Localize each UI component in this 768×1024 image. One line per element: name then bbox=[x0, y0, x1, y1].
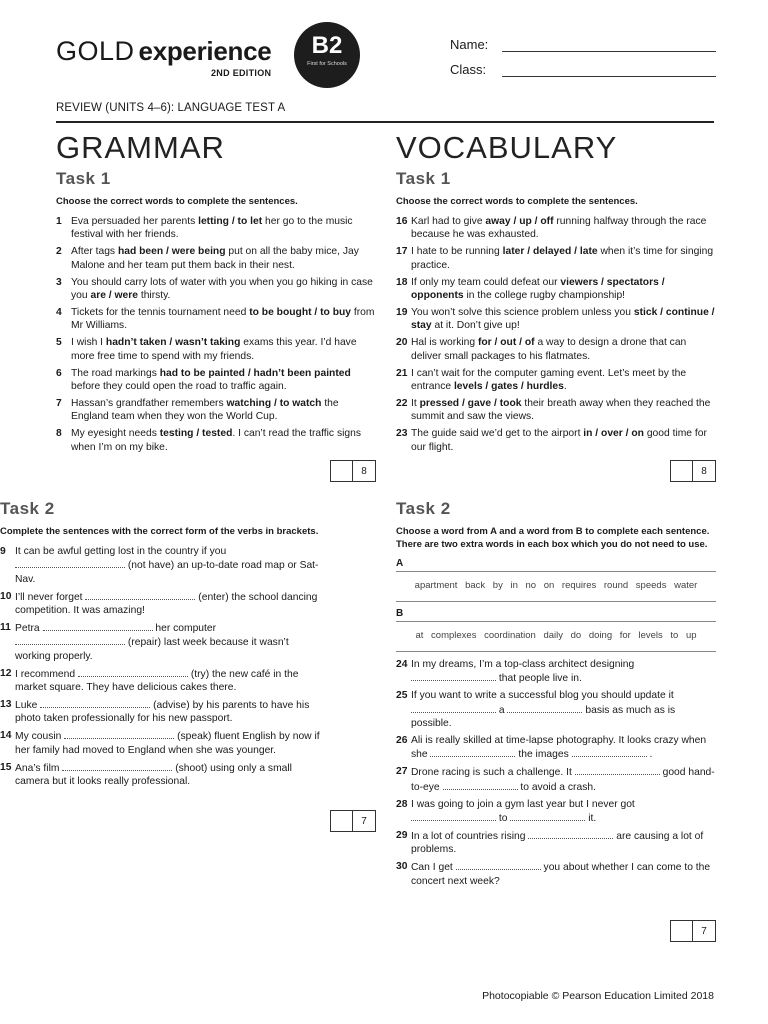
question-text bbox=[71, 336, 376, 363]
question-stem: If only my team could defeat our bbox=[411, 276, 561, 288]
question-item bbox=[56, 367, 376, 394]
class-label: Class: bbox=[450, 62, 487, 77]
question-item bbox=[396, 734, 716, 762]
question-stem: Petra bbox=[15, 623, 40, 635]
grammar-task1-title: Task 1 bbox=[56, 169, 111, 188]
question-stem: It bbox=[411, 397, 420, 409]
question-text bbox=[411, 215, 716, 242]
question-number: 27 bbox=[396, 766, 408, 778]
question-item bbox=[56, 306, 376, 333]
question-text bbox=[15, 729, 320, 757]
question-stem: Hal is working bbox=[411, 337, 478, 349]
question-item bbox=[0, 698, 320, 726]
question-ending: (try) the new café in the market square. They have delicious cakes there. bbox=[15, 668, 299, 694]
question-number: 19 bbox=[396, 306, 408, 318]
answer-blank[interactable] bbox=[64, 729, 174, 739]
answer-blank[interactable] bbox=[43, 621, 153, 631]
vocabulary-task2-instructions: Choose a word from A and a word from B to complete each sentence. There are two extra words in each box which you do not need to use. bbox=[396, 526, 710, 550]
question-middle: good hand-to-eye bbox=[411, 767, 715, 793]
answer-options[interactable]: viewers / spectators / opponents bbox=[411, 276, 665, 302]
answer-blank[interactable] bbox=[15, 635, 125, 645]
word-box-a: apartment back by in no on requires round speeds water bbox=[396, 571, 716, 602]
question-number: 17 bbox=[396, 246, 408, 258]
question-text bbox=[411, 367, 716, 394]
question-stem: You won’t solve this science problem unless you bbox=[411, 306, 634, 318]
question-item bbox=[56, 336, 376, 363]
answer-blank[interactable] bbox=[411, 811, 496, 821]
question-item bbox=[396, 427, 716, 454]
answer-blank[interactable] bbox=[456, 860, 541, 870]
question-middle: to bbox=[498, 813, 508, 825]
answer-options[interactable]: letting / to let bbox=[198, 216, 263, 227]
question-number: 4 bbox=[56, 306, 62, 318]
box-b-label: B bbox=[396, 608, 404, 619]
question-item bbox=[396, 829, 716, 857]
question-stem: I’ll never forget bbox=[15, 591, 83, 603]
question-number: 11 bbox=[0, 622, 11, 634]
question-ending: (repair) last week because it wasn’t working properly. bbox=[15, 637, 289, 662]
question-stem: In a lot of countries rising bbox=[411, 830, 526, 842]
grammar-title: GRAMMAR bbox=[56, 130, 225, 165]
question-stem: Drone racing is such a challenge. It bbox=[411, 767, 572, 779]
question-text bbox=[71, 245, 376, 272]
name-line[interactable] bbox=[502, 40, 716, 52]
question-text bbox=[15, 545, 320, 586]
question-text bbox=[71, 276, 376, 303]
question-ending: the England team when they won the World Cup. bbox=[71, 397, 339, 423]
question-item bbox=[396, 658, 716, 686]
question-item bbox=[396, 689, 716, 730]
question-stem: If you want to write a successful blog you should update it bbox=[411, 690, 674, 702]
question-text bbox=[411, 245, 716, 272]
question-number: 6 bbox=[56, 367, 62, 379]
answer-options[interactable]: away / up / off bbox=[485, 216, 554, 227]
question-text bbox=[71, 215, 376, 242]
question-stem: Ana’s film bbox=[15, 762, 60, 774]
question-number: 29 bbox=[396, 829, 408, 841]
question-text bbox=[15, 698, 320, 726]
question-ending: (shoot) using only a small camera but it looks really professional. bbox=[15, 762, 292, 788]
question-number: 5 bbox=[56, 337, 62, 349]
grammar-task2-list bbox=[0, 545, 320, 789]
grammar-task1-instructions: Choose the correct words to complete the sentences. bbox=[56, 196, 298, 207]
question-item bbox=[396, 306, 716, 333]
question-item bbox=[0, 545, 320, 586]
question-number: 21 bbox=[396, 367, 408, 379]
name-field[interactable] bbox=[450, 37, 716, 52]
question-number: 26 bbox=[396, 735, 408, 747]
answer-blank[interactable] bbox=[430, 747, 515, 757]
question-number: 15 bbox=[0, 761, 12, 773]
question-ending: when it’s time for singing practice. bbox=[411, 246, 714, 271]
question-text bbox=[411, 306, 716, 333]
question-stem: Karl had to give bbox=[411, 216, 486, 227]
question-item bbox=[396, 397, 716, 424]
class-field[interactable] bbox=[450, 62, 716, 77]
question-stem: Ali is really skilled at time-lapse photography. It looks crazy when she bbox=[411, 735, 707, 761]
question-stem: I was going to join a gym last year but I never got bbox=[411, 798, 635, 810]
answer-blank[interactable] bbox=[78, 667, 188, 677]
answer-blank[interactable] bbox=[507, 703, 582, 713]
answer-options[interactable]: testing / tested bbox=[159, 428, 233, 440]
question-ending: (advise) by his parents to have his photo taken professionally for his new passport. bbox=[15, 700, 310, 725]
answer-options[interactable]: later / delayed / late bbox=[502, 246, 598, 258]
question-ending: exams this year. I’d have more free time to spend with my friends. bbox=[71, 337, 357, 362]
brand-logo bbox=[56, 36, 272, 78]
question-ending: . I can’t read the traffic signs when I’m on my bike. bbox=[71, 428, 361, 453]
question-item bbox=[396, 798, 716, 826]
question-number: 20 bbox=[396, 337, 408, 349]
question-number: 9 bbox=[0, 546, 6, 557]
question-middle: the images bbox=[518, 749, 569, 761]
class-line[interactable] bbox=[502, 65, 716, 77]
question-ending: at it. Don’t give up! bbox=[431, 320, 520, 332]
question-text bbox=[411, 658, 716, 686]
grammar-task1-list bbox=[56, 215, 376, 454]
question-stem: It can be awful getting lost in the country if you bbox=[15, 546, 227, 557]
brand-gold: GOLD bbox=[56, 36, 135, 66]
question-number: 8 bbox=[56, 428, 62, 440]
question-ending: their breath away when they reached the summit and saw the views. bbox=[411, 397, 711, 423]
question-number: 7 bbox=[56, 397, 62, 409]
score-entry[interactable] bbox=[671, 921, 693, 941]
question-item bbox=[0, 621, 320, 663]
question-ending: in the college rugby championship! bbox=[463, 290, 626, 302]
answer-options[interactable]: hadn’t taken / wasn’t taking bbox=[105, 337, 241, 349]
question-stem: I hate to be running bbox=[411, 246, 503, 258]
question-ending: . bbox=[563, 380, 567, 392]
question-ending: her go to the music festival with her friends. bbox=[71, 216, 353, 241]
question-text bbox=[71, 367, 376, 394]
question-item bbox=[0, 590, 320, 618]
score-total: 7 bbox=[361, 815, 367, 827]
question-number: 2 bbox=[56, 246, 62, 258]
vocabulary-column bbox=[396, 130, 716, 458]
question-stem: I recommend bbox=[15, 668, 76, 680]
score-entry[interactable] bbox=[671, 461, 693, 481]
score-entry[interactable] bbox=[331, 461, 353, 481]
question-ending: are causing a lot of problems. bbox=[411, 830, 704, 856]
question-item bbox=[396, 765, 716, 794]
question-text bbox=[15, 590, 320, 618]
question-text bbox=[411, 689, 716, 730]
question-stem: I can’t wait for the computer gaming event. Let’s meet by the entrance bbox=[411, 367, 687, 392]
score-total: 7 bbox=[701, 925, 707, 937]
question-item bbox=[0, 667, 320, 695]
level-subtext: First for Schools bbox=[307, 61, 347, 67]
question-ending: put on all the baby mice, Jay Malone and her team put them back in their nest. bbox=[71, 246, 359, 271]
question-ending: basis as much as is possible. bbox=[411, 704, 676, 730]
grammar-column bbox=[56, 130, 376, 458]
question-stem: Luke bbox=[15, 700, 38, 712]
question-item bbox=[56, 276, 376, 303]
question-stem: The guide said we’d get to the airport bbox=[411, 428, 584, 440]
question-number: 16 bbox=[396, 216, 408, 227]
question-stem: In my dreams, I’m a top-class architect designing bbox=[411, 659, 635, 670]
question-item bbox=[56, 397, 376, 424]
question-text bbox=[411, 734, 716, 762]
vocabulary-task2-title: Task 2 bbox=[396, 499, 451, 518]
level-badge bbox=[294, 22, 360, 88]
question-item bbox=[396, 245, 716, 272]
question-item bbox=[56, 245, 376, 272]
level-text: B2 bbox=[311, 32, 343, 59]
question-text bbox=[411, 860, 716, 888]
question-number: 3 bbox=[56, 276, 62, 288]
question-text bbox=[15, 621, 320, 663]
answer-options[interactable]: for / out / of bbox=[477, 337, 535, 349]
question-stem: After tags bbox=[71, 246, 118, 258]
vocabulary-task2-list bbox=[396, 658, 716, 888]
question-middle: a bbox=[498, 704, 505, 716]
answer-options[interactable]: watching / to watch bbox=[226, 397, 322, 409]
question-text bbox=[15, 761, 320, 789]
question-number: 1 bbox=[56, 216, 62, 227]
question-ending: that people live in. bbox=[498, 673, 582, 685]
question-ending: running halfway through the race because he was exhausted. bbox=[411, 216, 707, 241]
question-text bbox=[411, 829, 716, 857]
question-number: 22 bbox=[396, 397, 408, 409]
question-item bbox=[396, 336, 716, 363]
answer-blank[interactable] bbox=[510, 811, 585, 821]
answer-blank[interactable] bbox=[85, 590, 195, 600]
question-ending: you about whether I can come to the concert next week? bbox=[411, 862, 711, 887]
question-text bbox=[411, 276, 716, 303]
question-ending: (speak) fluent English by now if her family had moved to England when she was younger. bbox=[15, 731, 320, 756]
grammar-task2-title: Task 2 bbox=[0, 499, 55, 518]
question-ending: a way to design a drone that can deliver small packages to his flatmates. bbox=[411, 337, 687, 362]
grammar-task1-score[interactable] bbox=[330, 460, 376, 482]
answer-options[interactable]: had to be painted / hadn’t been painted bbox=[159, 367, 351, 379]
grammar-task2-score[interactable] bbox=[330, 810, 376, 832]
question-text bbox=[411, 765, 716, 794]
question-item bbox=[396, 367, 716, 394]
answer-blank[interactable] bbox=[40, 698, 150, 708]
question-number: 24 bbox=[396, 659, 408, 670]
question-number: 23 bbox=[396, 428, 408, 440]
question-ending: good time for our flight. bbox=[411, 428, 707, 453]
score-total: 8 bbox=[361, 465, 367, 477]
question-item bbox=[0, 761, 320, 789]
vocabulary-task1-list bbox=[396, 215, 716, 454]
question-item bbox=[396, 276, 716, 303]
question-text bbox=[411, 798, 716, 826]
question-number: 25 bbox=[396, 690, 408, 702]
vocabulary-title: VOCABULARY bbox=[396, 130, 618, 165]
name-label: Name: bbox=[450, 37, 489, 52]
answer-blank[interactable] bbox=[528, 829, 613, 839]
question-text bbox=[71, 397, 376, 424]
question-middle: her computer bbox=[155, 623, 217, 635]
question-ending: before they could open the road to traffic again. bbox=[71, 380, 287, 392]
question-text bbox=[71, 427, 376, 454]
answer-options[interactable]: to be bought / to buy bbox=[249, 306, 352, 318]
question-stem: I wish I bbox=[71, 337, 106, 349]
question-item bbox=[396, 860, 716, 888]
vocabulary-task1-title: Task 1 bbox=[396, 169, 451, 188]
vocabulary-task2-score[interactable] bbox=[670, 920, 716, 942]
question-ending: to avoid a crash. bbox=[520, 781, 596, 793]
question-item bbox=[0, 729, 320, 757]
score-entry[interactable] bbox=[331, 811, 353, 831]
answer-options[interactable]: pressed / gave / took bbox=[419, 397, 522, 409]
question-stem: My eyesight needs bbox=[71, 428, 160, 440]
question-stem: Can I get bbox=[411, 862, 453, 874]
question-ending: (not have) an up-to-date road map or Sat-Nav. bbox=[15, 560, 319, 585]
question-text bbox=[15, 667, 320, 695]
edition-label: 2ND EDITION bbox=[211, 68, 272, 78]
answer-blank[interactable] bbox=[572, 747, 647, 757]
answer-options[interactable]: stick / continue / stay bbox=[411, 306, 715, 332]
question-stem: Hassan’s grandfather remembers bbox=[71, 397, 227, 409]
answer-options[interactable]: had been / were being bbox=[117, 246, 226, 258]
question-text bbox=[411, 427, 716, 454]
question-ending: it. bbox=[588, 813, 597, 825]
question-number: 12 bbox=[0, 667, 12, 679]
question-number: 10 bbox=[0, 590, 12, 602]
question-ending: . bbox=[649, 749, 653, 761]
question-number: 30 bbox=[396, 861, 408, 873]
question-stem: The road markings bbox=[71, 367, 160, 379]
answer-blank[interactable] bbox=[443, 780, 518, 790]
vocabulary-task1-score[interactable] bbox=[670, 460, 716, 482]
question-number: 14 bbox=[0, 730, 12, 742]
header-divider bbox=[56, 121, 714, 123]
answer-blank[interactable] bbox=[15, 558, 125, 568]
score-total: 8 bbox=[701, 465, 707, 477]
question-item bbox=[56, 427, 376, 454]
answer-options[interactable]: are / were bbox=[90, 290, 138, 302]
question-stem: Tickets for the tennis tournament need bbox=[71, 306, 250, 318]
question-item bbox=[396, 215, 716, 242]
vocabulary-task2 bbox=[396, 496, 716, 892]
brand-experience: experience bbox=[138, 36, 272, 66]
answer-blank[interactable] bbox=[411, 703, 496, 713]
question-stem: You should carry lots of water with you when you go hiking in case you bbox=[71, 276, 373, 302]
question-ending: thirsty. bbox=[137, 290, 171, 302]
copyright-footer: Photocopiable © Pearson Education Limited 2018 bbox=[482, 990, 714, 1002]
question-text bbox=[411, 397, 716, 424]
answer-blank[interactable] bbox=[411, 671, 496, 681]
answer-blank[interactable] bbox=[575, 765, 660, 775]
question-number: 18 bbox=[396, 276, 408, 288]
question-number: 28 bbox=[396, 798, 408, 810]
question-ending: from Mr Williams. bbox=[71, 306, 375, 332]
question-item bbox=[56, 215, 376, 242]
question-number: 13 bbox=[0, 699, 12, 711]
question-text bbox=[71, 306, 376, 333]
question-stem: My cousin bbox=[15, 731, 62, 743]
box-a-label: A bbox=[396, 558, 404, 569]
grammar-task2-instructions: Complete the sentences with the correct form of the verbs in brackets. bbox=[0, 526, 319, 537]
question-text bbox=[411, 336, 716, 363]
question-ending: (enter) the school dancing competition. It was amazing! bbox=[15, 591, 318, 617]
grammar-task2 bbox=[0, 496, 320, 792]
answer-options[interactable]: levels / gates / hurdles bbox=[453, 380, 564, 392]
answer-options[interactable]: in / over / on bbox=[583, 428, 644, 440]
word-box-b: at complexes coordination daily do doing for levels to up bbox=[396, 621, 716, 652]
answer-blank[interactable] bbox=[62, 761, 172, 771]
vocabulary-task1-instructions: Choose the correct words to complete the sentences. bbox=[396, 196, 638, 207]
question-stem: Eva persuaded her parents bbox=[71, 216, 199, 227]
review-title: REVIEW (UNITS 4–6): LANGUAGE TEST A bbox=[56, 102, 286, 114]
